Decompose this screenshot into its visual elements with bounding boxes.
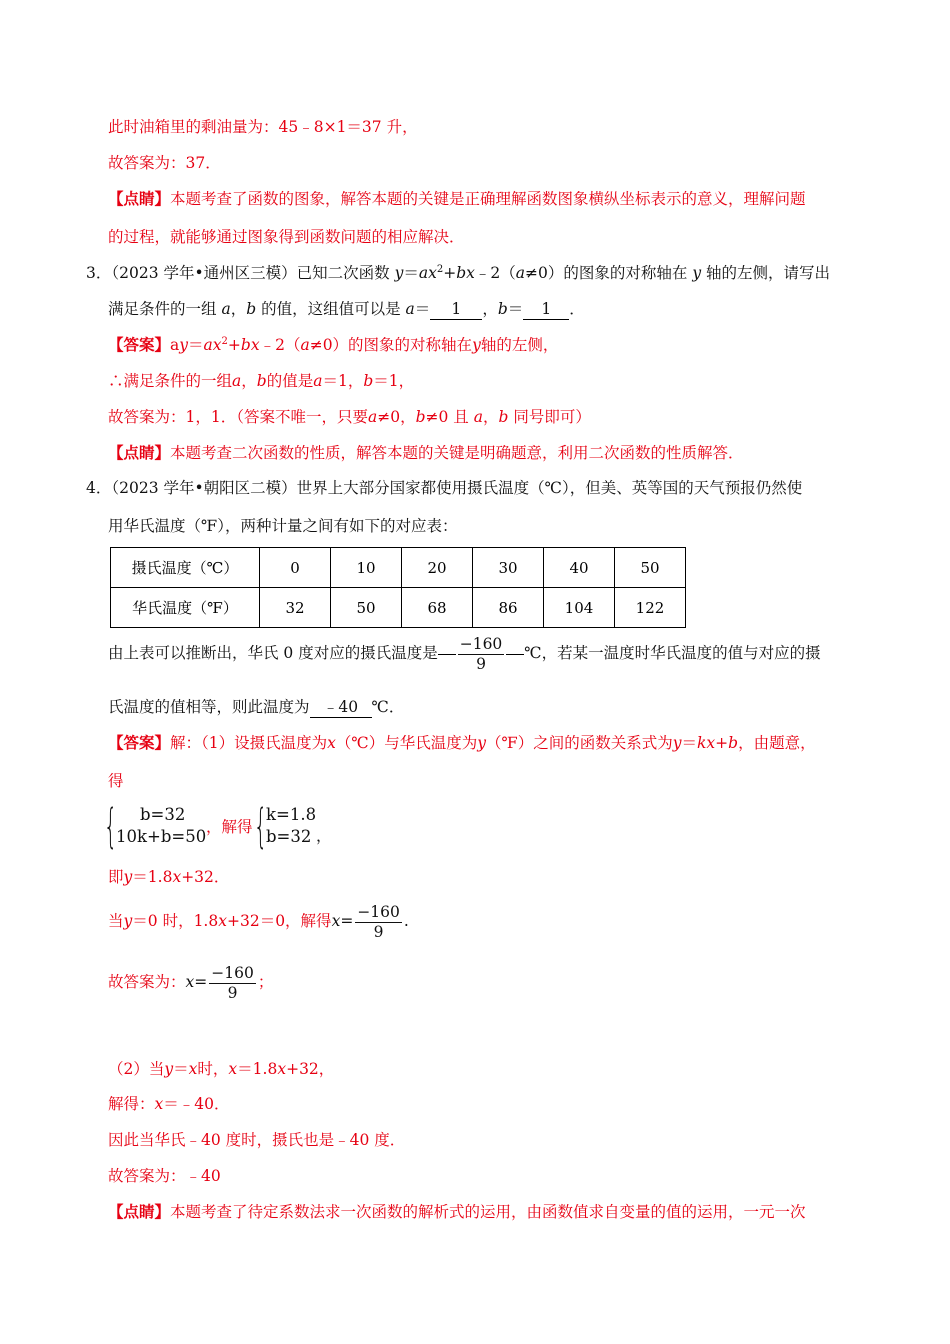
equation-system-2 <box>254 799 317 853</box>
table-cell: 68 <box>402 588 473 628</box>
txt: ＝ <box>188 336 204 354</box>
equation: k=1.8 <box>266 805 317 824</box>
txt: ＝ <box>681 734 698 752</box>
brace: { <box>104 799 118 853</box>
txt: ＝1.8 <box>237 1060 278 1078</box>
txt: ＝ <box>173 1060 189 1078</box>
answer-blank-c: ﹣40 <box>310 697 372 718</box>
equation-x <box>331 902 409 941</box>
txt: 同号即可） <box>513 408 591 426</box>
frac-den: 9 <box>476 654 486 673</box>
frac-den: 9 <box>373 922 384 941</box>
txt: ，由题意， <box>738 734 816 752</box>
table-cell: 50 <box>331 588 402 628</box>
var: ax <box>203 336 222 354</box>
prev-comment-line-1 <box>108 189 806 209</box>
q3-line-1 <box>86 263 830 283</box>
answer-blank-a: 1 <box>430 299 482 320</box>
var: y <box>672 734 682 752</box>
equation: b=32 <box>140 805 186 824</box>
txt: ． <box>569 300 585 318</box>
brace: { <box>254 799 268 853</box>
txt: ≠0 且 <box>425 408 469 426</box>
q4-comment <box>108 1202 806 1222</box>
txt: 故答案为：1，1．（答案不唯一，只要 <box>108 408 368 426</box>
txt: ≠0， <box>377 408 416 426</box>
txt: （℉）之间的函数关系式为 <box>486 734 673 752</box>
txt: 时， <box>197 1060 229 1078</box>
comment-text: 本题考查了函数的图象，解答本题的关键是正确理解函数图象横纵坐标表示的意义，理解问题 <box>170 190 806 208</box>
txt: ℃． <box>371 698 405 716</box>
comment-tag: 【点睛】 <box>108 443 171 462</box>
exp: 2 <box>221 336 228 347</box>
txt: 的值是 <box>266 372 314 390</box>
q4-answer-line-7 <box>108 1059 334 1079</box>
var: a <box>405 300 415 318</box>
table-cell: 50 <box>615 548 686 588</box>
txt: 解得： <box>108 1095 155 1113</box>
txt: + <box>715 734 729 752</box>
var: b <box>246 300 257 318</box>
equation: 10k+b=50 <box>116 827 207 846</box>
var: b <box>498 408 509 426</box>
txt: ≠0）的图象的对称轴在 <box>525 264 688 282</box>
var: a <box>300 336 310 354</box>
txt: ＝1， <box>373 372 415 390</box>
var: y <box>123 912 133 930</box>
var: y <box>394 264 404 282</box>
table-cell: 122 <box>615 588 686 628</box>
var: x <box>154 1095 164 1113</box>
prev-answer-line-1: 此时油箱里的剩油量为：45﹣8×1＝37 升， <box>108 118 418 136</box>
q4-answer-line-10: 故答案为：﹣40 <box>108 1167 221 1185</box>
prev-comment-line-2: 的过程，就能够通过图象得到函数问题的相应解决． <box>108 228 465 246</box>
answer-blank-b: 1 <box>523 299 569 320</box>
txt: 轴的左侧，请写出 <box>706 264 831 282</box>
frac-num: −160 <box>459 634 503 653</box>
var: b <box>363 372 374 390</box>
var: x <box>331 912 341 930</box>
table-cell: 86 <box>473 588 544 628</box>
txt: （℃）与华氏温度为 <box>335 734 478 752</box>
var: bx <box>240 336 260 354</box>
q3-answer-line-2 <box>108 371 414 391</box>
comment-text: 本题考查了待定系数法求一次函数的解析式的运用，由函数值求自变量的值的运用，一元一次 <box>170 1203 806 1221</box>
q4-text: 世界上大部分国家都使用摄氏温度（℃），但美、英等国的天气预报仍然使 <box>296 479 803 497</box>
q3-comment <box>108 443 744 463</box>
txt: 氏温度的值相等，则此温度为 <box>108 698 310 716</box>
txt: ＝ <box>414 300 431 318</box>
sys-end: ， <box>316 827 332 845</box>
txt: ， <box>483 408 499 426</box>
txt: ＝0 时，1.8 <box>132 912 219 930</box>
txt: 满足条件的一组 <box>108 300 217 318</box>
txt: 解：（1）设摄氏温度为 <box>170 734 328 752</box>
txt: a <box>170 336 180 354</box>
txt: 当 <box>108 912 124 930</box>
temperature-table <box>110 547 686 628</box>
txt: + <box>227 336 241 354</box>
frac-num: −160 <box>357 902 400 921</box>
prev-answer-line-2: 故答案为：37． <box>108 154 221 172</box>
var: a <box>367 408 378 426</box>
var: x <box>185 973 195 991</box>
var: b <box>497 300 508 318</box>
var: a <box>515 264 526 282</box>
var: x <box>188 1060 198 1078</box>
comment-text: 本题考查二次函数的性质，解答本题的关键是明确题意，利用二次函数的性质解答． <box>170 444 744 462</box>
table-cell: 40 <box>544 548 615 588</box>
equation-x <box>185 963 258 1002</box>
txt: ＝ <box>507 300 524 318</box>
table-cell: 20 <box>402 548 473 588</box>
var: a <box>232 372 242 390</box>
txt: 即 <box>108 868 124 886</box>
q4-source: （2023 学年•朝阳区二模） <box>111 479 297 497</box>
var: b <box>256 372 267 390</box>
txt: 故答案为： <box>108 973 186 991</box>
table-cell: 30 <box>473 548 544 588</box>
txt: ＝﹣40． <box>163 1095 230 1113</box>
var: a <box>473 408 483 426</box>
answer-tag: 【答案】 <box>108 335 171 354</box>
txt: ＝ <box>403 264 419 282</box>
var: kx <box>697 734 716 752</box>
txt: 的值，这组值可以是 <box>261 300 401 318</box>
var: y <box>472 336 481 354</box>
table-header-cell: 摄氏温度（℃） <box>111 548 260 588</box>
txt: ℃，若某一温度时华氏温度的值与对应的摄 <box>524 644 821 662</box>
q3-source: （2023 学年•通州区三模） <box>111 264 297 282</box>
q3-line-2 <box>108 299 585 320</box>
answer-tag: 【答案】 <box>108 733 171 752</box>
q4-answer-line-4 <box>108 867 229 887</box>
table-cell: 0 <box>260 548 331 588</box>
table-cell: 10 <box>331 548 402 588</box>
var: y <box>477 734 486 752</box>
var: a <box>313 372 323 390</box>
frac-den: 9 <box>227 983 238 1002</box>
q3-text: 已知二次函数 <box>296 264 390 282</box>
exp: 2 <box>436 264 444 275</box>
var: x <box>327 734 336 752</box>
comment-tag: 【点睛】 <box>108 1202 171 1221</box>
txt: ∴满足条件的一组 <box>108 372 233 390</box>
q4-number: 4． <box>86 479 112 497</box>
txt: = <box>194 973 208 991</box>
var: b <box>415 408 426 426</box>
txt: ﹣2（ <box>259 336 301 354</box>
sys-mid-text: ，解得 <box>206 818 253 836</box>
system-lines <box>266 804 316 848</box>
q4-answer-line-1 <box>108 733 816 753</box>
txt: . <box>403 912 409 930</box>
txt: 轴的左侧， <box>480 336 559 354</box>
q4-answer-line-8 <box>108 1094 230 1114</box>
q4-answer-line-5 <box>108 901 409 942</box>
txt: + <box>443 264 457 282</box>
txt: ， <box>241 372 257 390</box>
frac-num: −160 <box>211 963 254 982</box>
txt: ； <box>257 973 274 991</box>
comment-tag: 【点睛】 <box>108 189 171 208</box>
txt: +32＝0，解得 <box>226 912 332 930</box>
equation: b=32 <box>266 827 312 846</box>
var: y <box>123 868 133 886</box>
q3-number: 3． <box>86 264 112 282</box>
var: x <box>277 1060 287 1078</box>
q4-line-2: 用华氏温度（℉），两种计量之间有如下的对应表： <box>108 517 458 535</box>
var: y <box>179 336 189 354</box>
q4-answer-line-9: 因此当华氏﹣40 度时，摄氏也是﹣40 度． <box>108 1131 406 1149</box>
txt: （2）当 <box>108 1060 165 1078</box>
var: ax <box>418 264 437 282</box>
txt: ＝1， <box>322 372 364 390</box>
q3-answer-line-3 <box>108 407 591 427</box>
txt: ， <box>482 300 498 318</box>
txt: ， <box>230 300 247 318</box>
txt: +32， <box>286 1060 335 1078</box>
table-row <box>111 548 686 588</box>
equation-system-1 <box>104 799 207 853</box>
q3-answer-line-1 <box>108 335 558 355</box>
txt: +32． <box>181 868 230 886</box>
txt: ≠0）的图象的对称轴在 <box>309 336 473 354</box>
q4-line-4 <box>108 697 404 718</box>
table-header-cell: 华氏温度（℉） <box>111 588 260 628</box>
var: x <box>228 1060 238 1078</box>
table-row <box>111 588 686 628</box>
q4-answer-line-6 <box>108 962 273 1003</box>
q4-answer-line-2: 得 <box>108 772 124 790</box>
txt: ＝1.8 <box>132 868 173 886</box>
table-cell: 32 <box>260 588 331 628</box>
system-lines <box>116 804 206 848</box>
txt: = <box>340 912 354 930</box>
var: x <box>172 868 182 886</box>
q4-line-1 <box>86 478 802 498</box>
txt: 由上表可以推断出，华氏 0 度对应的摄氏温度是 <box>108 644 438 662</box>
var: x <box>218 912 227 930</box>
var: a <box>221 300 231 318</box>
var: y <box>692 264 702 282</box>
var: b <box>728 734 739 752</box>
var: bx <box>456 264 475 282</box>
answer-blank-frac <box>438 633 525 674</box>
q4-line-3 <box>108 633 821 674</box>
txt: ﹣2（ <box>474 264 516 282</box>
table-cell: 104 <box>544 588 615 628</box>
var: y <box>164 1060 174 1078</box>
